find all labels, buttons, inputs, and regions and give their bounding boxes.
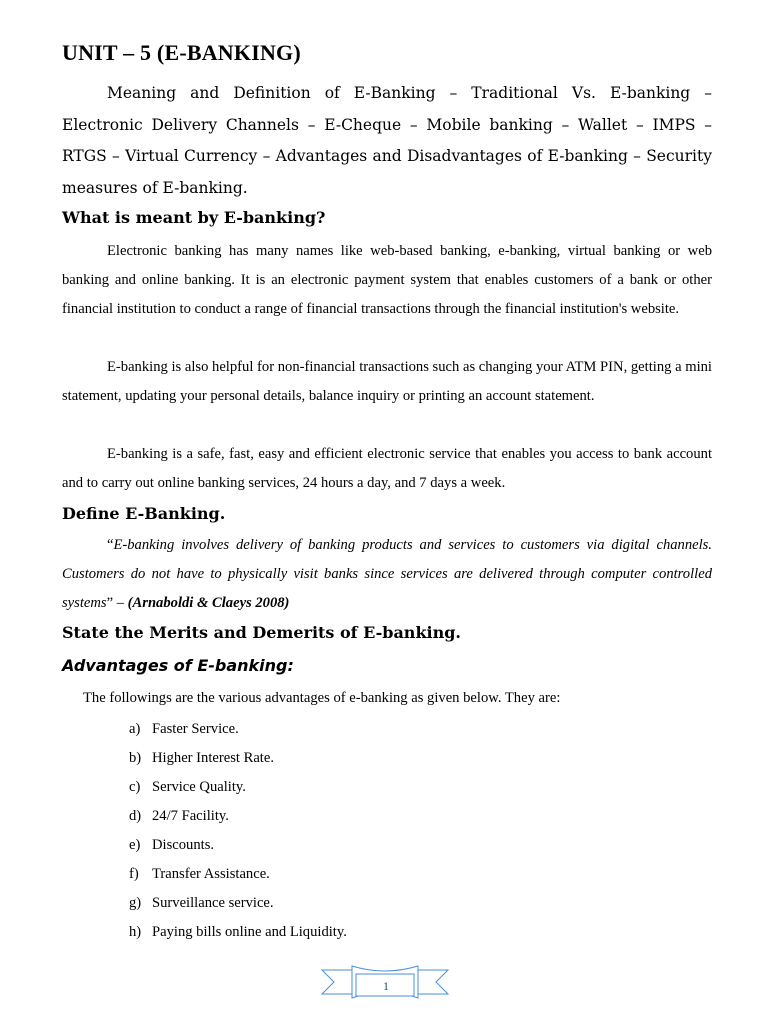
- list-marker: g): [129, 895, 142, 911]
- definition-quote: [62, 531, 712, 618]
- list-item-text: Service Quality.: [152, 779, 246, 795]
- list-item: [129, 718, 347, 747]
- page-number: 1: [383, 979, 389, 993]
- ribbon-right-tail: [415, 970, 448, 994]
- quote-text: E-banking involves delivery of banking products and services to customers via digital channels. Customers do not have to physically visit banks since services are delivered through computer controlled systems: [62, 537, 712, 611]
- list-item-text: Higher Interest Rate.: [152, 750, 274, 766]
- section-heading-meaning: What is meant by E-banking?: [62, 208, 326, 227]
- list-marker: h): [129, 924, 142, 940]
- list-item-text: Transfer Assistance.: [152, 866, 270, 882]
- list-item: [129, 776, 347, 805]
- body-paragraph-1: Electronic banking has many names like web-based banking, e-banking, virtual banking or web banking and online banking. It is an electronic payment system that enables customers of a bank or other financial institution to conduct a range of financial transactions through the financial institution's website.: [62, 243, 712, 317]
- section-heading-define: Define E-Banking.: [62, 504, 226, 523]
- list-marker: f): [129, 866, 139, 882]
- body-paragraph-2: E-banking is also helpful for non-financial transactions such as changing your ATM PIN, getting a mini statement, updating your personal details, balance inquiry or printing an account statement.: [62, 359, 712, 404]
- list-item: [129, 863, 347, 892]
- quote-source: (Arnaboldi & Claeys 2008): [127, 595, 290, 611]
- list-item: [129, 834, 347, 863]
- section-heading-merits: State the Merits and Demerits of E-banking.: [62, 623, 461, 642]
- unit-title: UNIT – 5 (E-BANKING): [62, 40, 301, 65]
- list-item-text: Discounts.: [152, 837, 215, 853]
- quote-close-mark: ” –: [106, 595, 128, 611]
- ribbon-left-tail: [322, 970, 355, 994]
- list-item-text: Surveillance service.: [152, 895, 274, 911]
- list-marker: b): [129, 750, 142, 766]
- list-marker: a): [129, 721, 141, 737]
- list-item: [129, 892, 347, 921]
- list-item-text: 24/7 Facility.: [152, 808, 229, 824]
- list-item: [129, 747, 347, 776]
- quote-open-mark: “: [107, 537, 114, 553]
- body-paragraph-3: E-banking is a safe, fast, easy and efficient electronic service that enables you access to bank account and to carry out online banking services, 24 hours a day, and 7 days a week.: [62, 446, 712, 491]
- advantages-list: [129, 718, 347, 950]
- list-item: [129, 805, 347, 834]
- advantages-heading: Advantages of E-banking:: [62, 656, 294, 675]
- list-marker: e): [129, 837, 141, 853]
- syllabus-paragraph: Meaning and Definition of E-Banking – Traditional Vs. E-banking – Electronic Delivery Channels – E-Cheque – Mobile banking – Wallet – IMPS – RTGS – Virtual Currency – Advantages and Disadvantages of E-banking – Security measures of E-banking.: [62, 84, 712, 197]
- list-item-text: Faster Service.: [152, 721, 239, 737]
- advantages-intro: The followings are the various advantages of e-banking as given below. They are:: [83, 690, 561, 706]
- list-marker: c): [129, 779, 141, 795]
- list-item-text: Paying bills online and Liquidity.: [152, 924, 347, 940]
- list-marker: d): [129, 808, 142, 824]
- list-item: [129, 921, 347, 950]
